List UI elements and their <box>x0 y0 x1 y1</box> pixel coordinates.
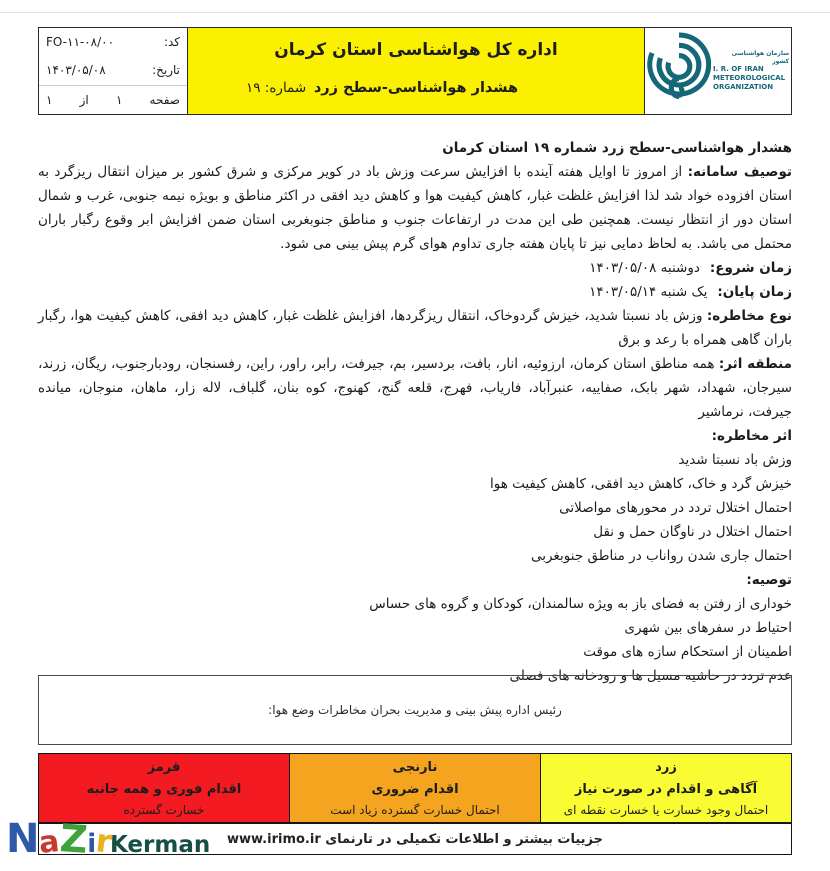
warning-number: شماره: ۱۹ <box>246 80 307 96</box>
end-time-value: یک شنبه ۱۴۰۳/۰۵/۱۴ <box>589 284 708 300</box>
start-time-label: زمان شروع: <box>709 260 792 276</box>
code-label: کد: <box>163 35 180 50</box>
legend-yellow-desc: احتمال وجود خسارت یا خسارت نقطه ای <box>563 803 769 817</box>
system-description-label: توصیف سامانه: <box>687 164 792 180</box>
end-time-line <box>38 280 792 304</box>
org-logo-cell <box>644 28 791 114</box>
advice-item: اطمینان از استحکام سازه های موقت <box>583 644 792 660</box>
org-logo-text <box>713 50 789 91</box>
hazard-effect-item: وزش باد نسبتا شدید <box>678 452 792 468</box>
legend-orange-action: اقدام ضروری <box>371 782 459 797</box>
page-number: ۱ <box>115 92 123 107</box>
hazard-effect-item: احتمال اختلال تردد در محورهای مواصلاتی <box>559 500 792 516</box>
end-time-label: زمان پایان: <box>717 284 792 300</box>
hazard-type-label: نوع مخاطره: <box>706 308 793 324</box>
hazard-effect-item: احتمال اختلال در ناوگان حمل و نقل <box>593 524 792 540</box>
irimo-spiral-logo-icon <box>647 31 711 111</box>
bulletin-headline: هشدار هواشناسی-سطح زرد شماره ۱۹ استان کرمان <box>442 140 792 156</box>
system-description-paragraph <box>38 160 792 256</box>
org-name-line1: I. R. OF IRAN <box>713 65 764 74</box>
legend-red-action: اقدام فوری و همه جانبه <box>86 782 242 797</box>
affected-area-text: همه مناطق استان کرمان، ارزوئیه، انار، بافت، بردسیر، بم، جیرفت، رابر، راور، راین، رفسنجان، رودبارجنوب، ریگان، زرند، سیرجان، شهداد، شهر بابک، صفاییه، عنبرآباد، فاریاب، فهرج، قلعه گنج، کهنوج، کوه بنان، گلباف، لاله زار، ماهان، منوجان، میانده جیرفت، نرماشیر <box>38 356 792 420</box>
top-hairline <box>0 12 830 13</box>
warning-level-legend <box>38 753 792 823</box>
signature-box <box>38 675 792 745</box>
header-title-cell <box>188 28 644 114</box>
legend-orange-desc: احتمال خسارت گسترده زیاد است <box>330 803 500 817</box>
legend-cell-red <box>38 753 289 823</box>
watermark-kerman: Kerman <box>110 832 211 858</box>
org-name-farsi: سازمان هواشناسی کشور <box>731 50 789 65</box>
advice-label: توصیه: <box>746 572 792 588</box>
legend-orange-name: نارنجی <box>392 760 438 775</box>
document-meta-cell <box>39 28 188 114</box>
watermark-letter: Z <box>58 816 89 862</box>
hazard-effect-item: خیزش گرد و خاک، کاهش دید افقی، کاهش کیفیت هوا <box>489 476 792 492</box>
hazard-effects-label: اثر مخاطره: <box>711 428 792 444</box>
warning-title-row <box>188 80 644 100</box>
watermark-letter: a <box>37 824 62 861</box>
date-value: ۱۴۰۳/۰۵/۰۸ <box>46 63 106 78</box>
legend-yellow-action: آگاهی و اقدام در صورت نیاز <box>574 782 758 797</box>
org-name-line3: ORGANIZATION <box>713 82 774 91</box>
hazard-effects-heading <box>38 424 792 448</box>
more-info-text: جزییات بیشتر و اطلاعات تکمیلی در تارنمای www.irimo.ir <box>226 831 604 847</box>
signature-title: رئیس اداره پیش بینی و مدیریت بحران مخاطرات وضع هوا: <box>268 703 562 717</box>
code-value: FO-۱۱-۰۸/۰۰ <box>46 35 115 50</box>
start-time-line <box>38 256 792 280</box>
org-name-line2: METEOROLOGICAL <box>713 74 786 83</box>
document-header <box>38 27 792 115</box>
start-time-value: دوشنبه ۱۴۰۳/۰۵/۰۸ <box>589 260 700 276</box>
legend-cell-yellow <box>540 753 792 823</box>
legend-red-name: قرمز <box>147 760 181 775</box>
page-label: صفحه <box>149 92 180 107</box>
watermark-letter: i <box>87 829 97 859</box>
warning-level-title: هشدار هواشناسی-سطح زرد <box>313 80 519 96</box>
advice-heading <box>38 568 792 592</box>
date-label: تاریخ: <box>152 63 180 78</box>
page-of-label: از <box>79 92 89 107</box>
page-total: ۱ <box>46 92 53 107</box>
meta-code-row <box>39 28 187 56</box>
legend-yellow-name: زرد <box>655 760 677 775</box>
legend-red-desc: خسارت گسترده <box>123 803 205 817</box>
advice-item: عدم تردد در حاشیه مسیل ها و رودخانه های فصلی <box>509 668 792 684</box>
system-description-text: از امروز تا اوایل هفته آینده با افزایش سرعت وزش باد در کویر مرکزی و شرق کشور بر میزان انتقال ریزگرد به استان افزوده خواد شد لذا افزایش غلظت غبار، کاهش کیفیت هوا و کاهش دید افقی در اکثر مناطق و بویژه نیمه جنوبی، غرب و شمال استان دور از انتظار نیست. همچنین طی این مدت در ارتفاعات جنوب و مناطق جنوبغربی استان ضمن افزایش ابر وقوع رگبار باران محتمل می باشد. به لحاظ دمایی نیز تا پایان هفته جاری تداوم هوای گرم پیش بینی می شود. <box>38 164 792 252</box>
legend-cell-orange <box>289 753 540 823</box>
bulletin-body <box>38 136 792 688</box>
hazard-effect-item: احتمال جاری شدن رواناب در مناطق جنوبغربی <box>531 548 792 564</box>
advice-item: احتیاط در سفرهای بین شهری <box>624 620 792 636</box>
hazard-type-text: وزش باد نسبتا شدید، خیزش گردوخاک، انتقال ریزگردها، افزایش غلظت غبار، کاهش دید افقی، کاهش کیفیت هوا، رگبار باران گاهی همراه با رعد و برق <box>38 308 792 348</box>
advice-item: خوداری از رفتن به فضای باز به ویژه سالمندان، کودکان و گروه های حساس <box>369 596 792 612</box>
org-title: اداره کل هواشناسی استان کرمان <box>274 40 558 60</box>
meta-date-row <box>39 56 187 84</box>
meta-page-row <box>39 85 187 114</box>
watermark-letter: r <box>94 821 114 861</box>
nazir-kerman-watermark <box>6 816 210 862</box>
hazard-type-paragraph <box>38 304 792 352</box>
affected-area-paragraph <box>38 352 792 424</box>
affected-area-label: منطقه اثر: <box>718 356 793 372</box>
watermark-letter: N <box>6 816 40 862</box>
